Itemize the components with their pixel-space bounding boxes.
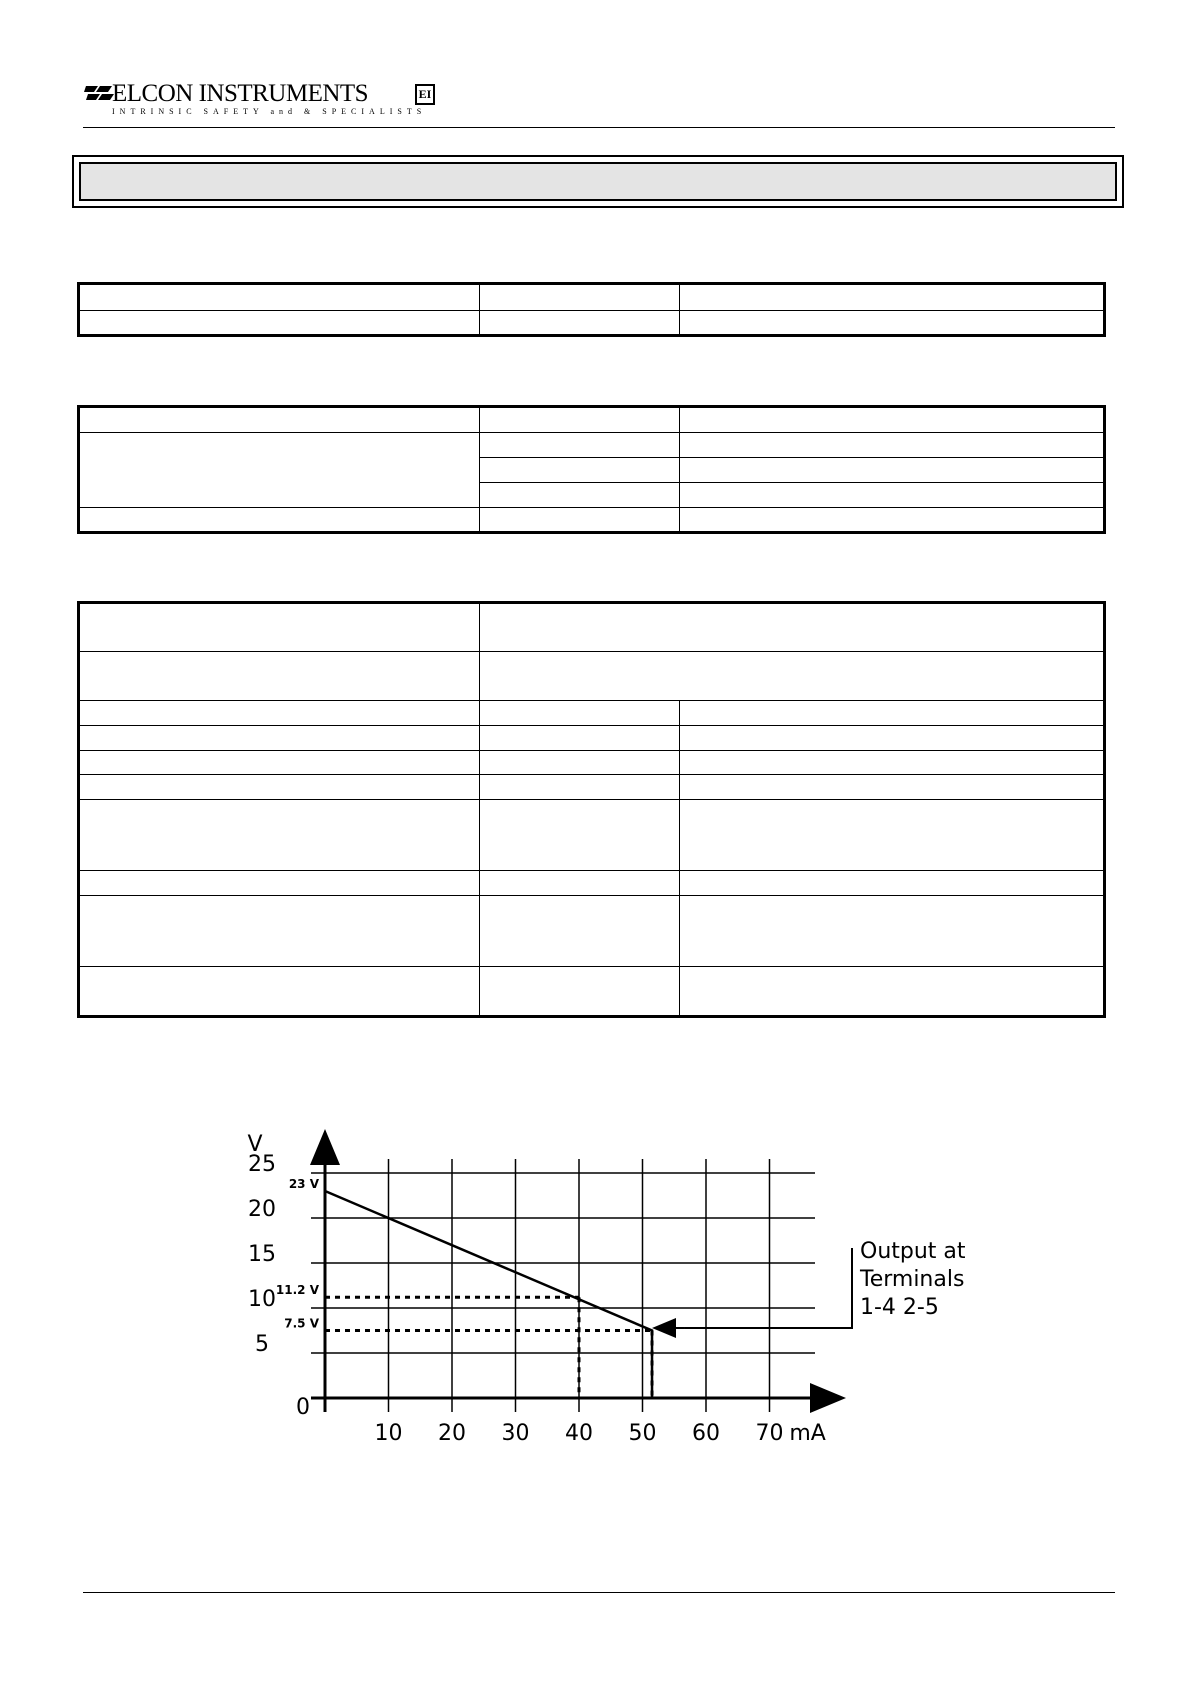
section-title-bar <box>79 162 1117 201</box>
logo-mark-icon <box>84 84 114 102</box>
chart-annotation-text: Output at <box>860 1239 966 1264</box>
chart-y-tick-label: 15 <box>248 1242 276 1267</box>
spec-table-2 <box>77 405 1106 534</box>
table-row-divider <box>479 457 1103 458</box>
brand-name: ELCON INSTRUMENTS <box>112 80 369 107</box>
chart-annotation-text: 1-4 2-5 <box>860 1295 939 1320</box>
spec-table-3 <box>77 601 1106 1018</box>
header-rule <box>83 127 1115 128</box>
table-row-divider <box>479 482 1103 483</box>
table-row-divider <box>80 966 1103 967</box>
table-row-divider <box>80 870 1103 871</box>
chart-y-tick-label: 0 <box>296 1395 310 1420</box>
table-row-divider <box>80 507 1103 508</box>
table-col-divider <box>679 285 680 334</box>
chart-x-tick-label: 30 <box>501 1421 530 1446</box>
spec-table-1 <box>77 282 1106 337</box>
brand-box: EI <box>415 84 435 105</box>
chart-y-tick-label: 20 <box>248 1197 276 1222</box>
chart-annotation-bracket <box>684 1248 852 1328</box>
table-row-divider <box>80 895 1103 896</box>
table-row-divider <box>80 750 1103 751</box>
chart-x-tick-label: 50 <box>628 1421 657 1446</box>
chart-x-tick-label: 40 <box>565 1421 593 1446</box>
table-row-divider <box>80 700 1103 701</box>
chart-x-tick-label: 60 <box>692 1421 720 1446</box>
chart-x-tick-label: 70 <box>755 1421 784 1446</box>
table-col-divider <box>479 285 480 334</box>
chart-reference-label: 11.2 V <box>275 1283 319 1298</box>
chart-series-line <box>325 1191 652 1398</box>
output-characteristic-chart <box>220 1120 980 1460</box>
section-title-frame <box>72 155 1124 208</box>
chart-annotation-text: Terminals <box>860 1267 965 1292</box>
chart-x-tick-label: 10 <box>374 1421 403 1446</box>
table-col-divider <box>479 408 480 531</box>
table-row-divider <box>80 799 1103 800</box>
table-col-divider <box>679 700 680 1015</box>
table-col-divider <box>679 408 680 531</box>
table-row-divider <box>80 651 1103 652</box>
table-row-divider <box>80 774 1103 775</box>
footer-rule <box>83 1592 1115 1593</box>
brand-tagline: INTRINSIC SAFETY and & SPECIALISTS <box>112 107 427 116</box>
table-col-divider <box>479 604 480 1015</box>
chart-y-tick-label: 25 <box>248 1152 276 1177</box>
table-row-divider <box>80 725 1103 726</box>
table-row-divider <box>80 310 1103 311</box>
chart-reference-label: 23 V <box>288 1177 319 1191</box>
chart-y-axis-label: V <box>247 1132 263 1157</box>
table-row-divider <box>80 432 1103 433</box>
chart-x-tick-label: 20 <box>438 1421 466 1446</box>
company-logo <box>84 80 444 122</box>
chart-reference-label: 7.5 V <box>284 1316 319 1331</box>
chart-y-tick-label: 10 <box>248 1287 276 1312</box>
chart-y-tick-label: 5 <box>255 1332 269 1357</box>
chart-x-axis-label: mA <box>789 1421 826 1446</box>
